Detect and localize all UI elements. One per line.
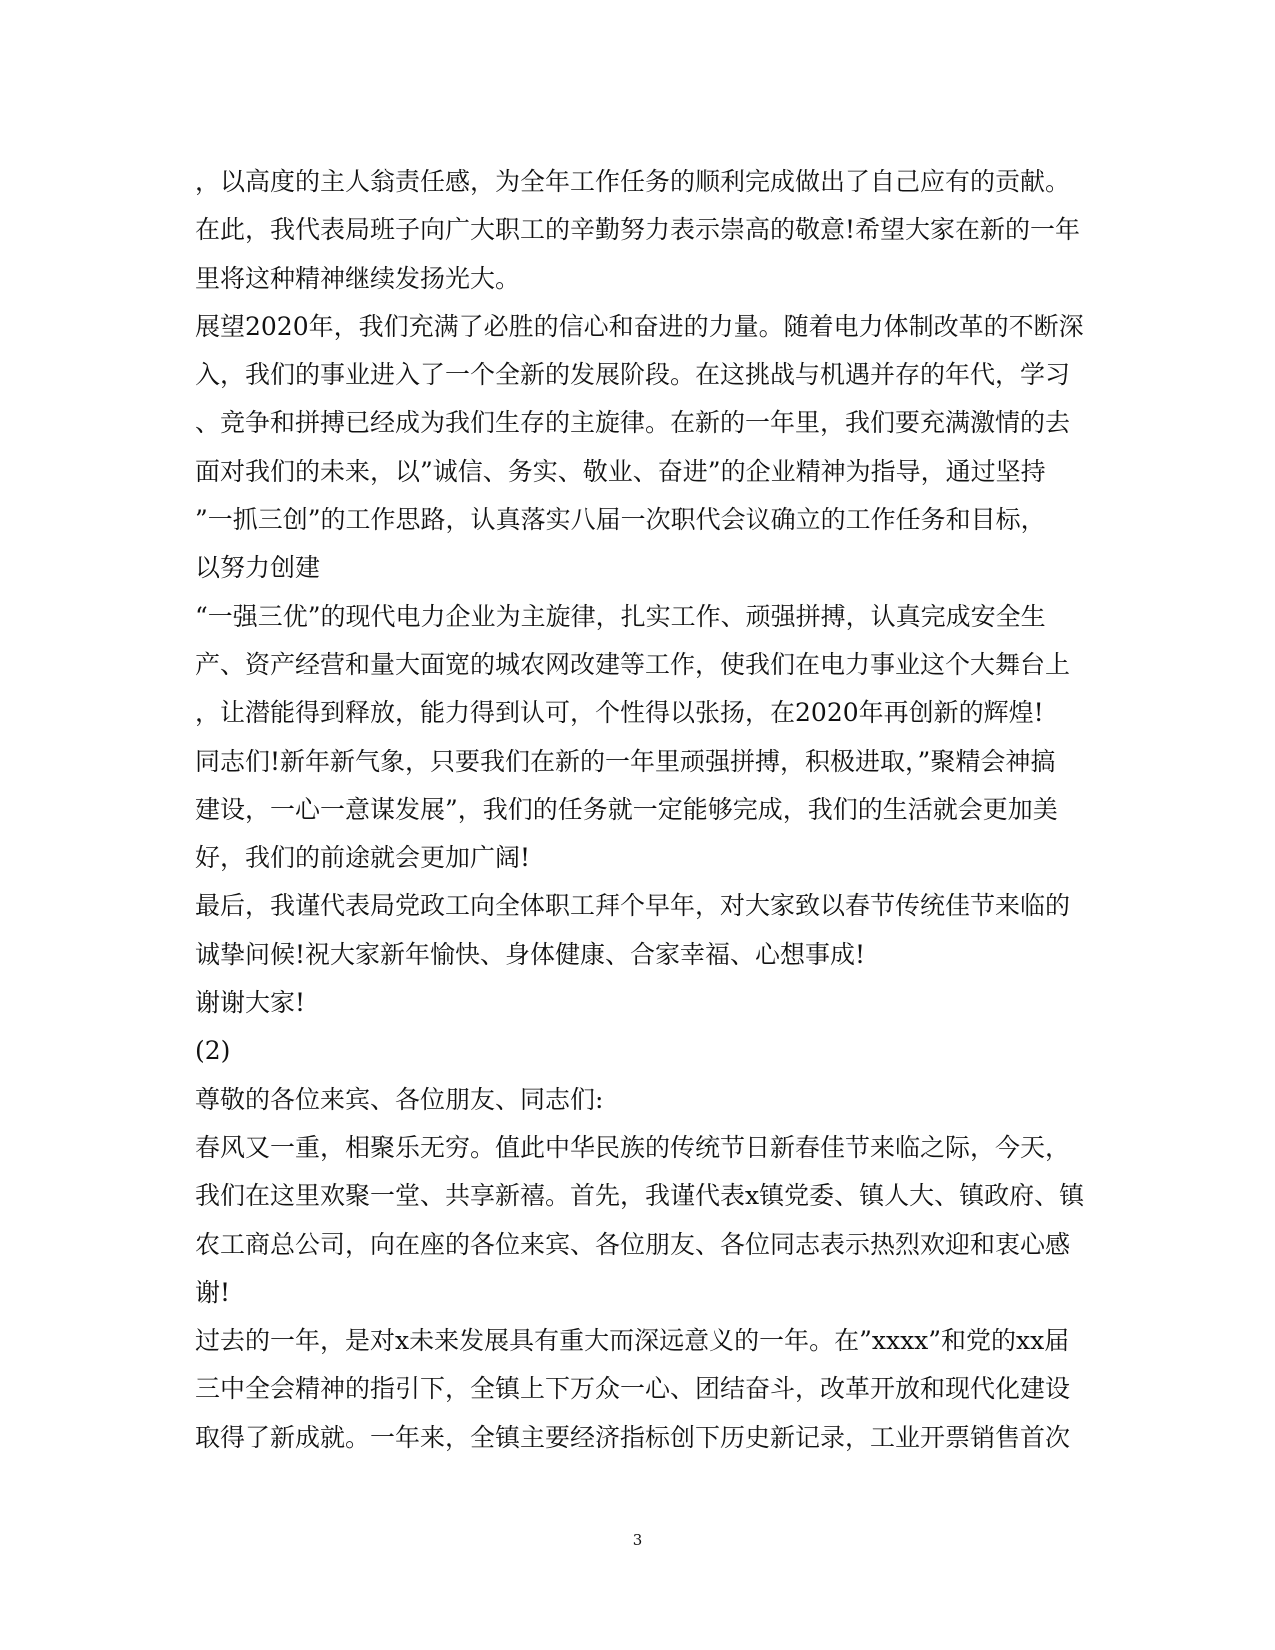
text-line: 在此，我代表局班子向广大职工的辛勤努力表示崇高的敬意!希望大家在新的一年 (195, 215, 1081, 245)
text-line: 、竞争和拼搏已经成为我们生存的主旋律。在新的一年里，我们要充满激情的去 (195, 408, 1071, 438)
text-line: 以努力创建 (195, 553, 321, 583)
text-line: ，让潜能得到释放，能力得到认可，个性得以张扬，在2020年再创新的辉煌! (195, 698, 1044, 728)
text-line: 建设，一心一意谋发展”，我们的任务就一定能够完成，我们的生活就会更加美 (195, 794, 1058, 824)
text-line: 诚挚问候!祝大家新年愉快、身体健康、合家幸福、心想事成! (195, 939, 866, 969)
section-number: (2) (195, 1036, 231, 1066)
text-line: 春风又一重，相聚乐无穷。值此中华民族的传统节日新春佳节来临之际，今天， (195, 1132, 1071, 1162)
page-number: 3 (632, 1531, 643, 1549)
text-line: 最后，我谨代表局党政工向全体职工拜个早年，对大家致以春节传统佳节来临的 (195, 891, 1071, 921)
text-line: ，以高度的主人翁责任感，为全年工作任务的顺利完成做出了自己应有的贡献。 (195, 167, 1071, 196)
text-line: 里将这种精神继续发扬光大。 (195, 263, 521, 293)
text-line: 谢谢大家! (195, 988, 306, 1018)
text-line: “一强三优”的现代电力企业为主旋律，扎实工作、顽强拼搏，认真完成安全生 (195, 601, 1046, 631)
text-line: 三中全会精神的指引下，全镇上下万众一心、团结奋斗，改革开放和现代化建设 (195, 1374, 1071, 1404)
text-line: 农工商总公司，向在座的各位来宾、各位朋友、各位同志表示热烈欢迎和衷心感 (195, 1229, 1071, 1259)
text-line: 过去的一年，是对x未来发展具有重大而深远意义的一年。在”xxxx”和党的xx届 (195, 1326, 1070, 1356)
text-line: 展望2020年，我们充满了必胜的信心和奋进的力量。随着电力体制改革的不断深 (195, 311, 1084, 341)
document-body (195, 158, 1085, 1462)
text-line: 入，我们的事业进入了一个全新的发展阶段。在这挑战与机遇并存的年代，学习 (195, 360, 1071, 390)
text-line: 谢! (195, 1277, 231, 1307)
text-line: ”一抓三创”的工作思路，认真落实八届一次职代会议确立的工作任务和目标， (195, 505, 1046, 535)
salutation: 尊敬的各位来宾、各位朋友、同志们: (195, 1084, 604, 1114)
text-line: 产、资产经营和量大面宽的城农网改建等工作，使我们在电力事业这个大舞台上 (195, 649, 1071, 679)
text-line: 同志们!新年新气象，只要我们在新的一年里顽强拼搏，积极进取，”聚精会神搞 (195, 746, 1056, 776)
text-line: 我们在这里欢聚一堂、共享新禧。首先，我谨代表x镇党委、镇人大、镇政府、镇 (195, 1181, 1085, 1211)
text-line: 取得了新成就。一年来，全镇主要经济指标创下历史新记录，工业开票销售首次 (195, 1422, 1071, 1452)
text-line: 面对我们的未来，以”诚信、务实、敬业、奋进”的企业精神为指导，通过坚持 (195, 456, 1046, 486)
text-line: 好，我们的前途就会更加广阔! (195, 843, 531, 873)
